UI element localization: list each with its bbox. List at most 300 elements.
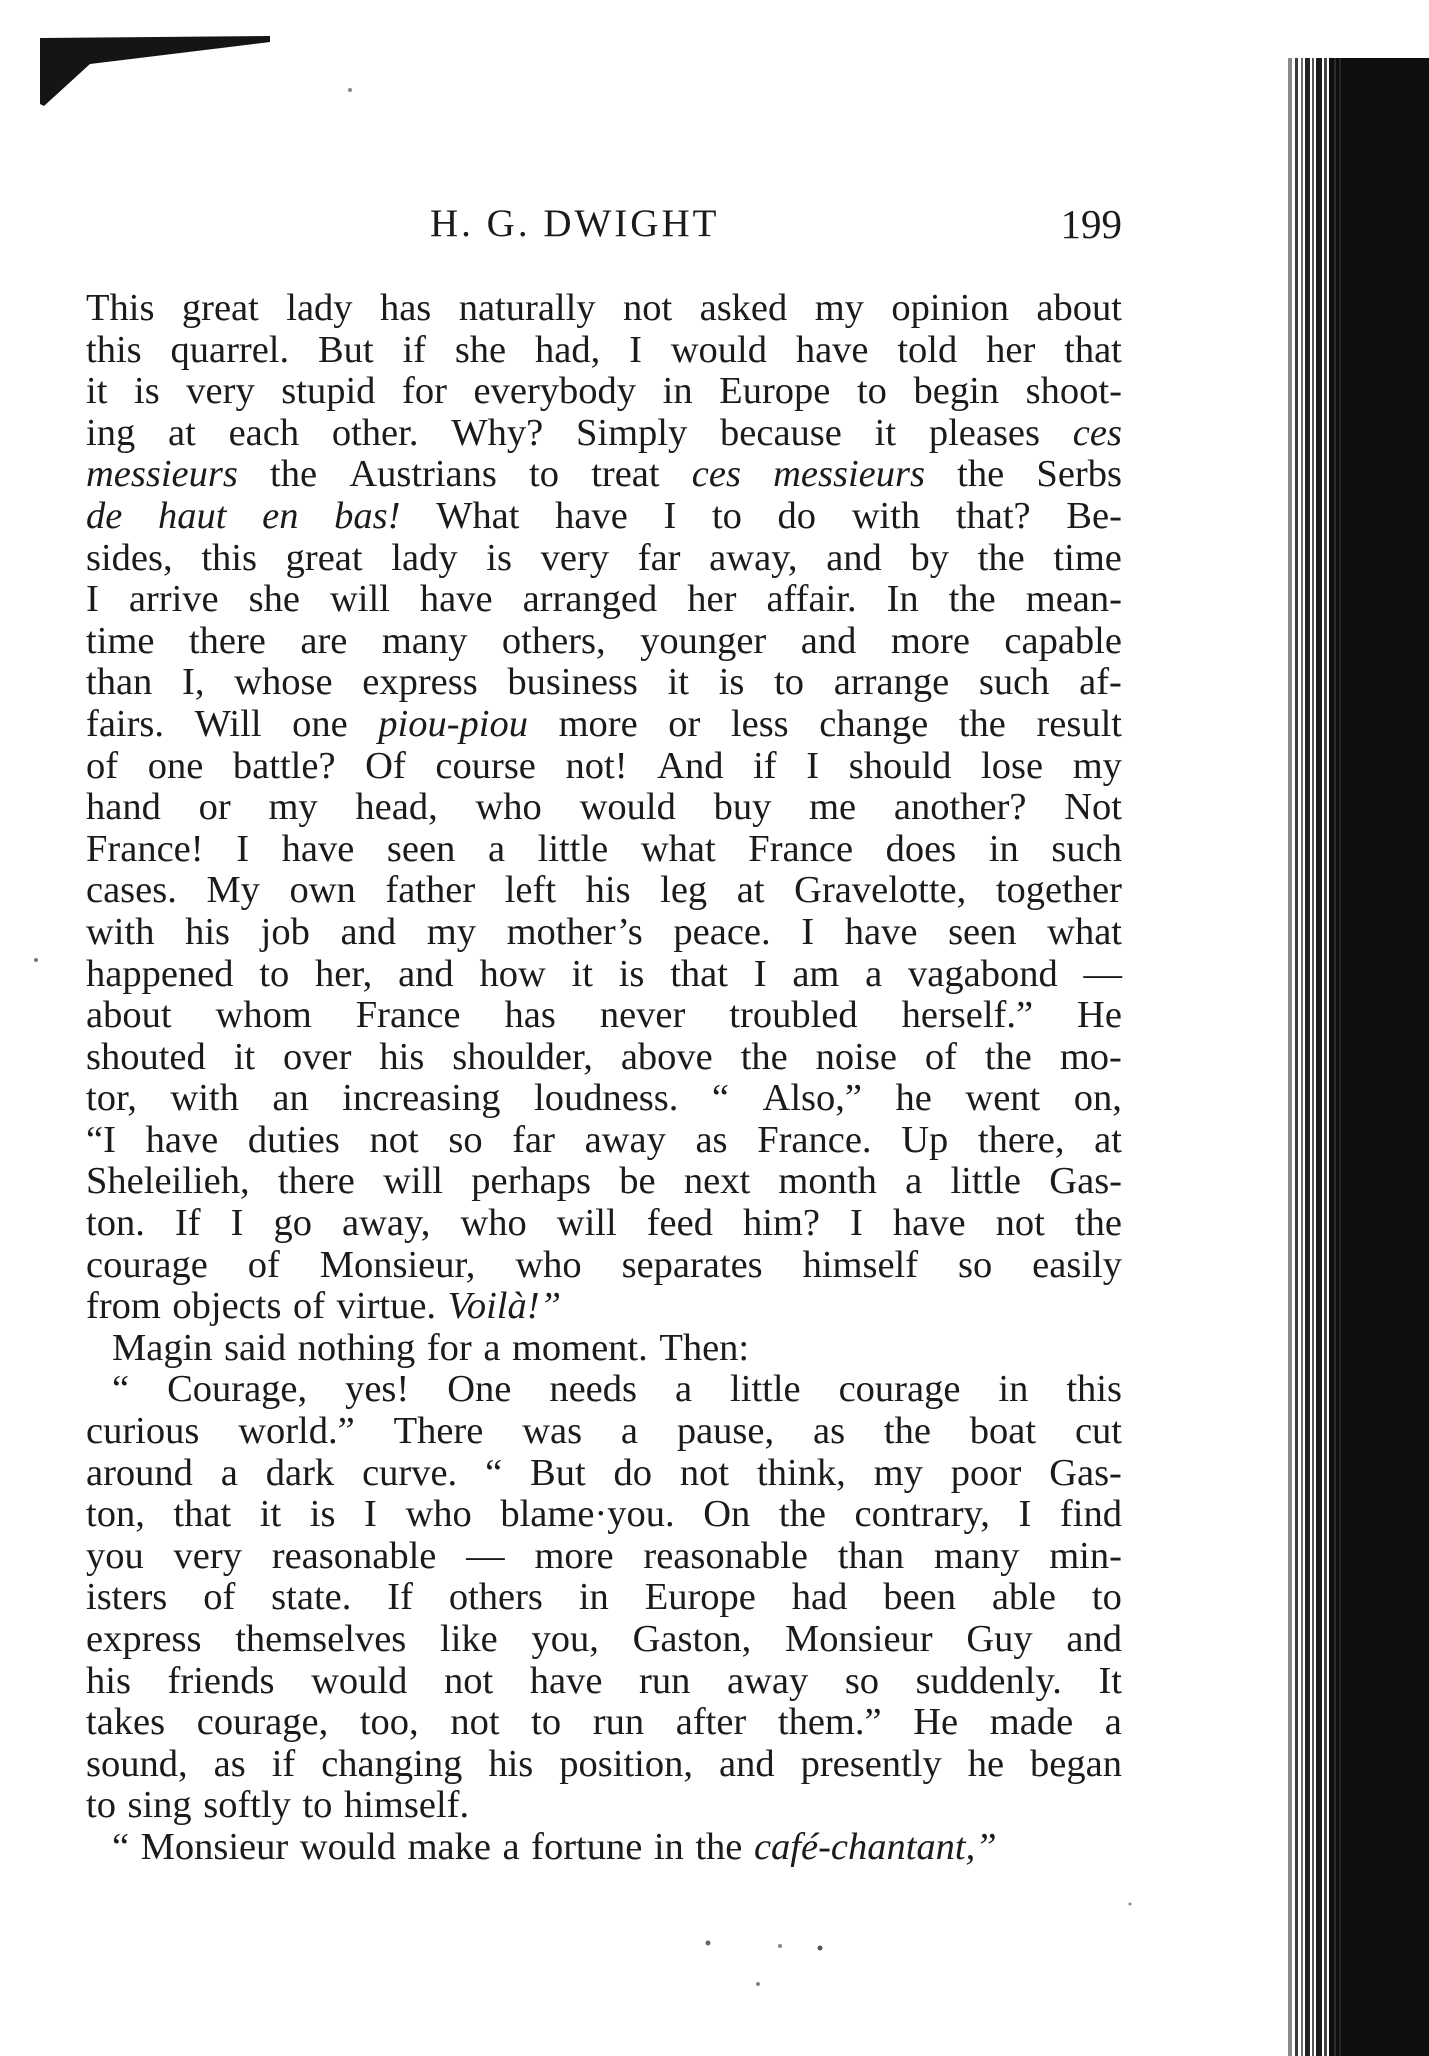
text-line	[86, 1037, 1122, 1079]
word: on,	[1073, 1077, 1122, 1120]
word: very	[173, 1534, 242, 1577]
word: it	[86, 370, 108, 413]
word: time	[86, 619, 155, 662]
word: far	[512, 1118, 555, 1161]
word: not	[622, 287, 673, 329]
word: this	[201, 536, 257, 579]
word: and	[398, 952, 454, 995]
word: increasing	[342, 1077, 501, 1120]
running-head	[86, 198, 1122, 250]
word: Sheleilieh,	[86, 1160, 250, 1203]
word: to	[302, 1784, 333, 1827]
word: her	[986, 328, 1036, 371]
word: head,	[355, 786, 438, 829]
running-title: H. G. DWIGHT	[430, 202, 720, 245]
word: haut	[158, 494, 227, 537]
word: away,	[709, 536, 798, 579]
word: and	[1066, 1618, 1122, 1660]
word: everybody	[473, 370, 637, 413]
word: seen	[386, 827, 456, 870]
word: is	[718, 661, 745, 704]
word: you	[86, 1534, 144, 1577]
word: separates	[621, 1243, 763, 1286]
word: with	[170, 1077, 239, 1120]
text-line	[86, 1245, 1122, 1287]
word: younger	[640, 619, 767, 662]
word: naturally	[458, 287, 596, 329]
word: begin	[913, 370, 1000, 413]
word: tor,	[86, 1077, 137, 1120]
word: whom	[215, 994, 312, 1037]
word: the	[1074, 1202, 1122, 1245]
word: will	[556, 1202, 617, 1245]
word: shoot-	[1025, 370, 1122, 413]
word: to	[531, 1701, 562, 1744]
word: others,	[501, 619, 606, 662]
word: the	[270, 453, 318, 496]
word: little	[730, 1368, 801, 1411]
word: friends	[167, 1659, 275, 1702]
text-line	[86, 1619, 1122, 1661]
word: piou-piou	[378, 702, 528, 745]
word: I	[753, 952, 767, 995]
word: would	[299, 1825, 397, 1868]
text-line	[86, 746, 1122, 788]
word: pleases	[928, 411, 1041, 454]
word: “	[112, 1825, 130, 1868]
word: nothing	[297, 1326, 416, 1369]
word: is	[134, 370, 160, 413]
word: ton,	[86, 1493, 145, 1536]
word: Courage,	[167, 1368, 308, 1411]
word: his	[379, 1035, 425, 1078]
word: boat	[969, 1410, 1037, 1453]
word: whose	[234, 661, 333, 704]
word: position,	[559, 1742, 693, 1785]
word: moment.	[511, 1326, 648, 1369]
word: needs	[549, 1368, 638, 1411]
text-line	[86, 1453, 1122, 1495]
word: my	[814, 287, 864, 329]
text-line	[86, 829, 1122, 871]
word: suddenly.	[915, 1659, 1062, 1702]
word: it	[571, 952, 593, 995]
word: I	[364, 1493, 377, 1536]
text-line	[86, 1120, 1122, 1162]
word: perhaps	[471, 1160, 591, 1203]
word: I	[663, 494, 677, 537]
word: sides,	[86, 536, 173, 579]
word: is	[309, 1493, 336, 1536]
word: able	[991, 1576, 1056, 1619]
word: mother’s	[506, 910, 643, 953]
word: was	[522, 1410, 583, 1453]
word: it	[667, 661, 689, 704]
word: troubled	[729, 994, 858, 1037]
word: his	[185, 910, 231, 953]
word: the	[977, 536, 1025, 579]
word: state.	[271, 1576, 352, 1619]
word: are	[300, 619, 348, 662]
word: such	[978, 661, 1050, 704]
word: sing	[127, 1784, 192, 1827]
word: is	[618, 952, 645, 995]
word: what	[640, 827, 716, 870]
word: how	[479, 952, 546, 995]
word: you,	[531, 1618, 599, 1660]
word: Serbs	[1036, 453, 1122, 496]
word: after	[675, 1701, 747, 1744]
word: en	[262, 494, 299, 537]
word: run	[639, 1659, 691, 1702]
word: “	[485, 1451, 503, 1494]
word: lady	[391, 536, 458, 579]
word: softly	[203, 1784, 291, 1827]
word: min-	[1049, 1534, 1122, 1577]
page-number: 199	[1060, 201, 1122, 247]
word: with	[86, 910, 155, 953]
word: Monsieur	[140, 1825, 289, 1868]
word: one	[147, 744, 204, 787]
text-line	[86, 1494, 1122, 1536]
word: reasonable	[643, 1534, 808, 1577]
word: virtue.	[336, 1285, 437, 1328]
word: bas!	[334, 494, 401, 537]
word: so	[448, 1118, 483, 1161]
word: away	[584, 1118, 666, 1161]
word: that	[173, 1493, 232, 1536]
word: herself.”	[901, 994, 1034, 1037]
word: in	[988, 827, 1019, 870]
word: asked	[699, 287, 788, 329]
word: hand	[86, 786, 161, 829]
word: other.	[331, 411, 419, 454]
text-line	[86, 870, 1122, 912]
word: lose	[981, 744, 1044, 787]
word: such	[1051, 827, 1122, 870]
word: his	[585, 869, 631, 912]
word: told	[897, 328, 958, 371]
text-line	[86, 787, 1122, 829]
word: —	[466, 1534, 505, 1577]
word: not!	[565, 744, 628, 787]
word: I	[236, 827, 250, 870]
word: that	[1064, 328, 1122, 371]
word: isters	[86, 1576, 168, 1619]
word: will	[329, 578, 390, 621]
word: or	[668, 702, 701, 745]
word: away,	[342, 1202, 431, 1245]
text-line	[86, 1744, 1122, 1786]
word: happened	[86, 952, 234, 995]
text-line	[86, 579, 1122, 621]
text-line	[86, 621, 1122, 663]
word: to	[259, 952, 290, 995]
word: one	[292, 702, 348, 745]
word: mean-	[1025, 578, 1122, 621]
text-line	[86, 954, 1122, 996]
word: so	[844, 1659, 880, 1702]
word: by	[910, 536, 949, 579]
word: her	[687, 578, 737, 621]
word: too,	[359, 1701, 419, 1744]
word: My	[206, 869, 260, 912]
word: find	[1059, 1493, 1122, 1536]
word: duties	[247, 1118, 340, 1161]
word: Monsieur,	[319, 1243, 476, 1286]
word: there,	[977, 1118, 1065, 1161]
text-line	[86, 1536, 1122, 1578]
word: who	[405, 1493, 472, 1536]
word: is	[486, 536, 512, 579]
word: of	[203, 1576, 236, 1619]
word: and	[718, 1742, 775, 1785]
word: the	[957, 453, 1005, 496]
word: me	[809, 786, 857, 829]
word: left	[504, 869, 557, 912]
word: more	[534, 1534, 614, 1577]
word: He	[913, 1701, 959, 1744]
word: this	[86, 328, 142, 371]
word: a	[674, 1368, 693, 1411]
word: in	[653, 1825, 684, 1868]
word: arrange	[833, 661, 950, 704]
word: at	[736, 869, 765, 912]
word: fortune	[531, 1825, 643, 1868]
word: does	[885, 827, 957, 870]
word: above	[620, 1035, 713, 1078]
word: his	[86, 1659, 131, 1702]
word: him?	[743, 1202, 820, 1245]
text-line	[86, 704, 1122, 746]
word: of	[247, 1243, 280, 1286]
word: a	[502, 1825, 520, 1868]
word: affair.	[766, 578, 857, 621]
word: like	[440, 1618, 498, 1660]
text-line	[86, 1286, 1122, 1328]
word: in	[998, 1368, 1029, 1411]
word: began	[1030, 1742, 1122, 1785]
word: I	[86, 578, 99, 621]
word: presently	[800, 1742, 942, 1785]
word: great	[181, 287, 259, 329]
word: Guy	[966, 1618, 1033, 1660]
text-line	[86, 1577, 1122, 1619]
word: “	[711, 1077, 729, 1120]
word: And	[657, 744, 724, 787]
word: reasonable	[271, 1534, 437, 1577]
word: than	[837, 1534, 905, 1577]
word: had,	[535, 328, 601, 371]
word: a	[487, 827, 506, 870]
word: There	[393, 1410, 484, 1453]
word: Gravelotte,	[794, 869, 967, 912]
word: do	[613, 1451, 653, 1494]
word: run	[592, 1701, 645, 1744]
word: more	[558, 702, 638, 745]
word: made	[989, 1701, 1074, 1744]
text-line	[86, 662, 1122, 704]
word: and	[826, 536, 882, 579]
word: ton.	[86, 1202, 145, 1245]
word: Up	[901, 1118, 949, 1161]
word: to	[1091, 1576, 1122, 1619]
word: I	[806, 744, 820, 787]
word: Will	[194, 702, 262, 745]
word: own	[289, 869, 356, 912]
word: to	[86, 1784, 116, 1827]
word: If	[174, 1202, 201, 1245]
word: Be-	[1066, 494, 1122, 537]
word: and	[340, 910, 397, 953]
word: at	[167, 411, 196, 454]
word: peace.	[673, 910, 771, 953]
word: than	[86, 661, 153, 704]
word: Gas-	[1049, 1160, 1122, 1203]
word: Gaston,	[632, 1618, 752, 1660]
word: my	[873, 1451, 923, 1494]
word: Europe	[719, 370, 831, 413]
word: pause,	[676, 1410, 775, 1453]
word: buy	[713, 786, 772, 829]
word: have	[419, 578, 493, 621]
word: think,	[757, 1451, 846, 1494]
word: arrive	[128, 578, 219, 621]
word: a	[483, 1326, 501, 1369]
word: would	[670, 328, 767, 371]
word: and	[800, 619, 857, 662]
word: have	[795, 328, 869, 371]
text-line	[86, 538, 1122, 580]
word: messieurs	[86, 453, 238, 496]
word: express	[362, 661, 478, 704]
word: Not	[1064, 786, 1122, 829]
word: away	[726, 1659, 809, 1702]
text-line	[86, 1328, 1122, 1370]
word: make	[407, 1825, 491, 1868]
word: who	[460, 1202, 527, 1245]
word: have	[281, 827, 355, 870]
word: fairs.	[86, 702, 165, 745]
word: Also,”	[762, 1077, 862, 1120]
word: around	[86, 1451, 193, 1494]
word: blame·you.	[500, 1493, 675, 1536]
word: she	[248, 578, 300, 621]
word: I	[230, 1202, 244, 1245]
word: arranged	[522, 578, 658, 621]
text-line	[86, 454, 1122, 496]
word: —	[1083, 952, 1122, 995]
word: One	[447, 1368, 512, 1411]
word: stupid	[281, 370, 376, 413]
word: opinion	[891, 287, 1009, 329]
text-line	[86, 330, 1122, 372]
word: father	[385, 869, 476, 912]
word: loudness.	[534, 1077, 679, 1120]
word: sound,	[86, 1742, 188, 1785]
word: in	[578, 1576, 609, 1619]
word: dark	[265, 1451, 335, 1494]
word: a	[865, 952, 883, 995]
word: courage,	[196, 1701, 329, 1744]
word: themselves	[235, 1618, 407, 1660]
word: treat	[591, 453, 660, 496]
word: from	[86, 1285, 161, 1328]
word: an	[272, 1077, 309, 1120]
word: I,	[182, 661, 205, 704]
word: capable	[1004, 619, 1122, 662]
word: changing	[321, 1742, 463, 1785]
text-line	[86, 1411, 1122, 1453]
word: himself.	[343, 1784, 470, 1827]
word: time	[1053, 536, 1122, 579]
word: he	[895, 1077, 932, 1120]
word: each	[228, 411, 300, 454]
word: there	[277, 1160, 355, 1203]
word: have	[844, 910, 918, 953]
word: But	[530, 1451, 586, 1494]
word: On	[703, 1493, 751, 1536]
word: to	[711, 494, 742, 537]
word: Voilà!”	[447, 1285, 561, 1328]
word: the	[778, 1493, 826, 1536]
word: feed	[646, 1202, 713, 1245]
word: my	[268, 786, 318, 829]
word: she	[454, 328, 507, 371]
word: go	[273, 1202, 312, 1245]
word: many	[933, 1534, 1020, 1577]
word: about	[86, 994, 172, 1037]
word: very	[540, 536, 610, 579]
word: a	[220, 1451, 238, 1494]
word: quarrel.	[170, 328, 290, 371]
word: not	[995, 1202, 1045, 1245]
word: France!	[86, 827, 204, 870]
word: the	[984, 1035, 1032, 1078]
text-line	[86, 1203, 1122, 1245]
word: Gas-	[1049, 1451, 1122, 1494]
word: leg	[660, 869, 708, 912]
word: café-chantant,”	[753, 1825, 997, 1868]
word: should	[848, 744, 952, 787]
text-line	[86, 371, 1122, 413]
word: course	[435, 744, 536, 787]
word: my	[426, 910, 476, 953]
word: about	[1036, 287, 1122, 329]
word: many	[381, 619, 468, 662]
text-line	[86, 1078, 1122, 1120]
body-text	[86, 288, 1122, 1869]
word: What	[436, 494, 520, 537]
text-line	[86, 496, 1122, 538]
word: a	[620, 1410, 638, 1453]
word: has	[379, 287, 432, 329]
word: great	[285, 536, 363, 579]
word: Then:	[659, 1326, 750, 1369]
word: his	[488, 1742, 534, 1785]
word: vagabond	[908, 952, 1058, 995]
word: curve.	[362, 1451, 458, 1494]
word: mo-	[1059, 1035, 1122, 1078]
word: cases.	[86, 869, 177, 912]
word: the	[695, 1825, 743, 1868]
word: went	[965, 1077, 1041, 1120]
word: business	[507, 661, 638, 704]
word: this	[1066, 1368, 1122, 1411]
word: “I	[86, 1118, 116, 1161]
word: de	[86, 494, 123, 537]
word: he	[967, 1742, 1005, 1785]
